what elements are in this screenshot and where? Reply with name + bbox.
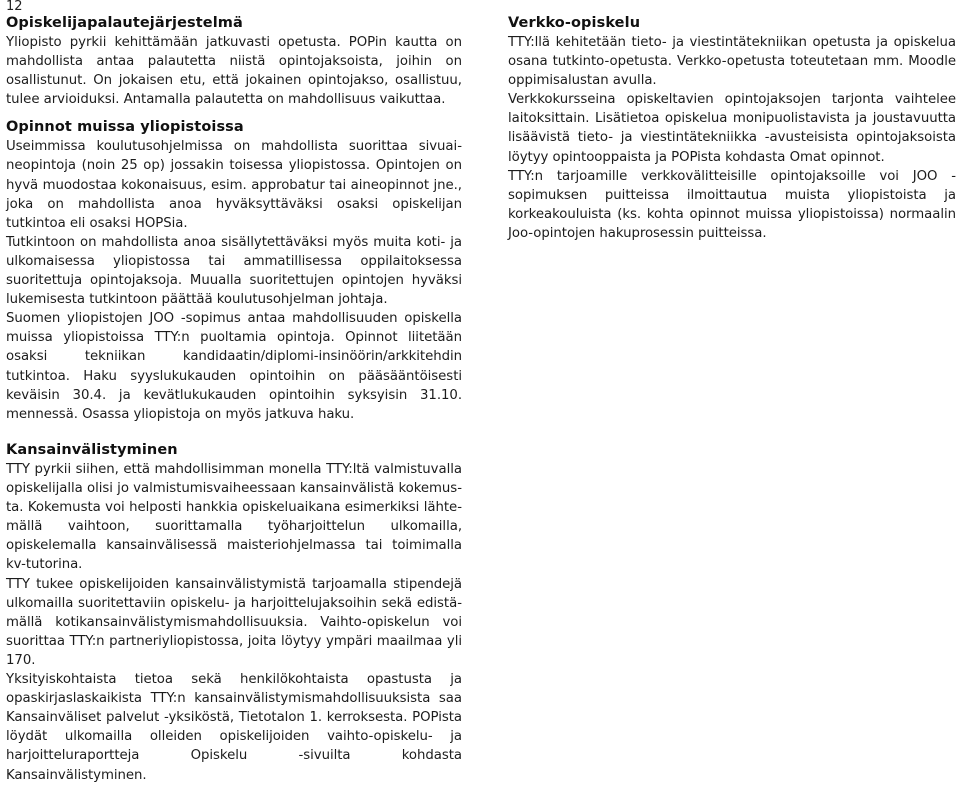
- section-title: Kansainvälistyminen: [6, 442, 178, 458]
- section-online-studies: [508, 14, 956, 243]
- paragraph: Verkkokursseina opiskeltavien opintojaksojen tarjonta vaihtelee laitoksittain. Lisätietoa opiskelua monipuolistavista ja joustavuutta lisäävistä tieto- ja viestintätekniikka -avusteisista opintojaksoista löytyy opintooppaista ja POPista kohdasta Omat opinnot.: [508, 92, 956, 165]
- section-title: Opinnot muissa yliopistoissa: [6, 119, 244, 136]
- paragraph: Tutkintoon on mahdollista anoa sisällytettäväksi myös muita koti- ja ulkomaisessa yliopistossa tai ammatillisessa oppilaitoksessa suoritettuja opintojaksoja. Muualla suoritettujen opintojen hyväksi lukemisesta tutkintoon päättää koulutusohjelman johtaja.: [6, 234, 462, 308]
- paragraph: Yliopisto pyrkii kehittämään jatkuvasti opetusta. POPin kautta on mahdollista antaa palautetta niistä opintojaksoista, joihin on osallistunut. On jokaisen etu, että jokainen opintojakso, osallistuu, tulee arvioiduksi. Antamalla palautetta on mahdollisuus vaikuttaa.: [6, 35, 462, 108]
- paragraph: TTY tukee opiskelijoiden kansainvälistymistä tarjoamalla stipendejä ulkomailla suoritettaviin opiskelu- ja harjoittelujaksoihin sekä edistämällä kotikansainvälistymismahdollisuuksia. Vaihto-opiskelun voi suorittaa TTY:n partneriyliopistossa, joita löytyy ympäri maailmaa yli 170.: [6, 576, 462, 668]
- section-other-universities: [6, 118, 462, 423]
- paragraph: Suomen yliopistojen JOO -sopimus antaa mahdollisuuden opiskella muissa yliopistoissa TTY:n puoltamia opintoja. Opinnot liitetään osaksi tekniikan kandidaatin/diplomi-insinöörin/arkkitehdin tutkintoa. Haku syyslukukauden opintoihin on pääsääntöisesti keväisin 30.4. ja kevätlukukauden opintoihin syksyisin 31.10. mennessä. Osassa yliopistoja on myös jatkuva haku.: [6, 311, 462, 422]
- section-title: Opiskelijapalautejärjestelmä: [6, 15, 243, 31]
- paragraph: TTY:n tarjoamille verkkovälitteisille opintojaksoille voi JOO -sopimuksen puitteissa ilmoittautua muista yliopistoista ja korkeakouluista (ks. kohta opinnot muissa yliopistoissa) normaalin Joo-opintojen hakuprosessin puitteissa.: [508, 168, 956, 241]
- paragraph: TTY pyrkii siihen, että mahdollisimman monella TTY:ltä valmistuvalla opiskelijalla olisi jo valmistumisvaiheessaan kansainvälistä kokemusta. Kokemusta voi helposti hankkia opiskeluaikana esimerkiksi lähtemällä vaihtoon, suorittamalla työharjoittelun ulkomailla, opiskelemalla kansainvälisessä maisteriohjelmassa tai toimimalla kv-tutorina.: [6, 462, 462, 573]
- right-column: [508, 14, 956, 243]
- section-title: Verkko-opiskelu: [508, 15, 641, 31]
- paragraph: Yksityiskohtaista tietoa sekä henkilökohtaista opastusta ja opaskirjaslaskaikista TTY:n kansainvälistymismahdollisuuksista saa Kansainväliset palvelut -yksiköstä, Tietotalon 1. kerroksesta. POPista löydät ulkomailla olleiden opiskelijoiden vaihto-opiskelu- ja harjoitteluraportteja Opiskelu -sivuilta kohdasta Kansainvälistyminen.: [6, 672, 462, 783]
- left-column: [6, 14, 462, 783]
- page-number: 12: [6, 0, 23, 14]
- paragraph: Useimmissa koulutusohjelmissa on mahdollista suorittaa sivuaineopintoja (noin 25 op) jossakin toisessa yliopistossa. Opintojen on hyvä muodostaa kokonaisuus, esim. approbatur tai aineopinnot jne., joka on mahdollista anoa hyväksyttäväksi osaksi opiskelijan tutkintoa eli osaksi HOPSia.: [6, 139, 462, 231]
- paragraph: TTY:llä kehitetään tieto- ja viestintätekniikan opetusta ja opiskelua osana tutkinto-opetusta. Verkko-opetusta toteutetaan mm. Moodle oppimisalustan avulla.: [508, 35, 956, 89]
- section-internationalization: [6, 441, 462, 785]
- section-feedback-system: [6, 14, 462, 109]
